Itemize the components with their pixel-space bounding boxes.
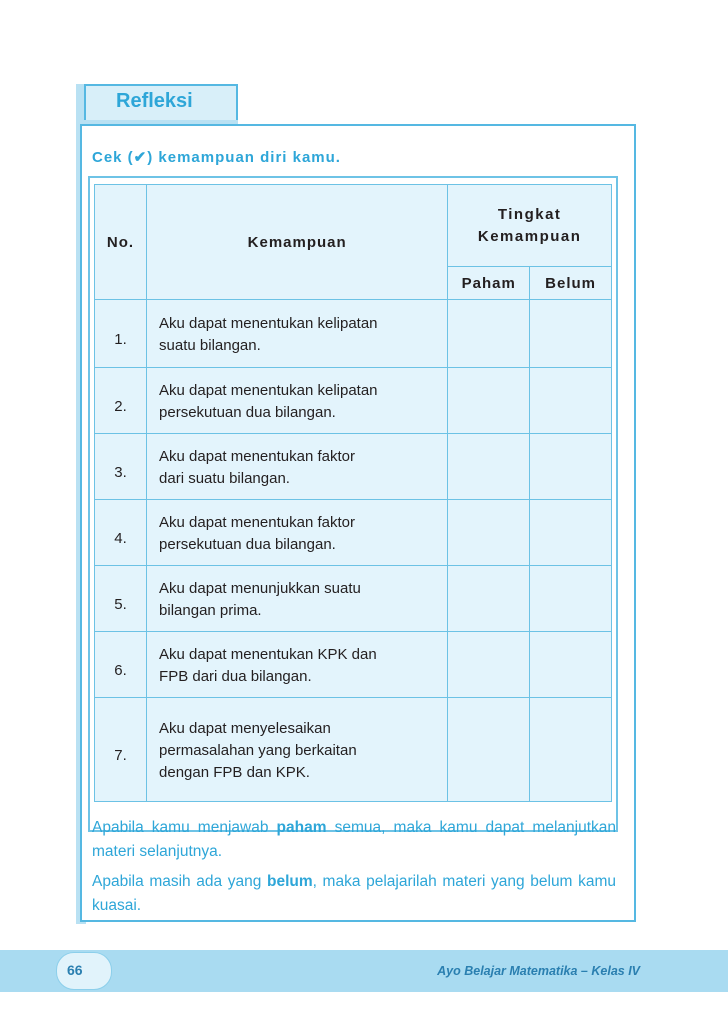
row-ability-line: Aku dapat menentukan KPK dan — [159, 645, 377, 663]
paragraph-bold: belum — [266, 873, 313, 890]
row-ability — [147, 500, 448, 566]
table-row — [95, 632, 612, 698]
table-row — [95, 434, 612, 500]
row-ability-line: Aku dapat menyelesaikan — [159, 719, 331, 737]
row-ability — [147, 300, 448, 368]
belum-checkbox-cell[interactable] — [530, 300, 612, 368]
ability-table — [94, 184, 612, 802]
belum-checkbox-cell[interactable] — [530, 632, 612, 698]
page-number-badge — [56, 952, 112, 990]
row-ability-line: Aku dapat menentukan kelipatan — [159, 381, 378, 399]
belum-checkbox-cell[interactable] — [530, 434, 612, 500]
row-ability-line: suatu bilangan. — [159, 336, 261, 354]
header-paham: Paham — [448, 267, 530, 300]
paragraph-text: semua, maka kamu dapat melanjutkan materi selanjutnya. — [92, 819, 616, 860]
header-tingkat-line1: Tingkat — [497, 206, 562, 223]
header-no: No. — [95, 185, 147, 300]
paham-checkbox-cell[interactable] — [448, 368, 530, 434]
header-belum: Belum — [530, 267, 612, 300]
paham-checkbox-cell[interactable] — [448, 500, 530, 566]
table-row — [95, 368, 612, 434]
belum-checkbox-cell[interactable] — [530, 698, 612, 802]
paragraph-text: Apabila masih ada yang — [92, 873, 267, 890]
row-number: 3. — [95, 434, 147, 500]
row-ability-line: Aku dapat menentukan faktor — [159, 513, 355, 531]
paham-checkbox-cell[interactable] — [448, 434, 530, 500]
row-ability-line: persekutuan dua bilangan. — [159, 535, 336, 553]
belum-checkbox-cell[interactable] — [530, 500, 612, 566]
row-ability-line: dari suatu bilangan. — [159, 469, 290, 487]
table-row — [95, 500, 612, 566]
row-number: 6. — [95, 632, 147, 698]
instruction-text: Cek (✔) kemampuan diri kamu. — [92, 149, 341, 166]
table-row — [95, 300, 612, 368]
paragraph-bold: paham — [276, 819, 327, 836]
paragraph-paham — [92, 816, 616, 864]
row-ability — [147, 368, 448, 434]
table-row — [95, 566, 612, 632]
row-ability — [147, 632, 448, 698]
row-ability — [147, 434, 448, 500]
row-number: 1. — [95, 300, 147, 368]
paham-checkbox-cell[interactable] — [448, 566, 530, 632]
belum-checkbox-cell[interactable] — [530, 368, 612, 434]
row-ability-line: FPB dari dua bilangan. — [159, 667, 312, 685]
row-ability-line: bilangan prima. — [159, 601, 262, 619]
header-tingkat-kemampuan — [448, 185, 612, 267]
paham-checkbox-cell[interactable] — [448, 698, 530, 802]
section-title: Refleksi — [116, 90, 193, 112]
table-row — [95, 698, 612, 802]
belum-checkbox-cell[interactable] — [530, 566, 612, 632]
row-ability — [147, 566, 448, 632]
header-tingkat-line2: Kemampuan — [477, 228, 582, 245]
header-kemampuan: Kemampuan — [147, 185, 448, 300]
row-number: 2. — [95, 368, 147, 434]
row-ability — [147, 698, 448, 802]
paragraph-text: , maka pelajarilah materi yang belum kamu kuasai. — [92, 873, 616, 914]
page-number: 66 — [67, 962, 83, 978]
row-number: 5. — [95, 566, 147, 632]
paham-checkbox-cell[interactable] — [448, 300, 530, 368]
row-ability-line: Aku dapat menentukan faktor — [159, 447, 355, 465]
paham-checkbox-cell[interactable] — [448, 632, 530, 698]
book-title: Ayo Belajar Matematika – Kelas IV — [437, 964, 640, 978]
paragraph-belum — [92, 870, 616, 918]
paragraph-text: Apabila kamu menjawab — [92, 819, 277, 836]
table-header-row — [95, 185, 612, 267]
row-number: 4. — [95, 500, 147, 566]
row-ability-line: permasalahan yang berkaitan — [159, 741, 357, 759]
row-ability-line: Aku dapat menentukan kelipatan — [159, 314, 378, 332]
row-ability-line: persekutuan dua bilangan. — [159, 403, 336, 421]
row-ability-line: Aku dapat menunjukkan suatu — [159, 579, 361, 597]
row-number: 7. — [95, 698, 147, 802]
row-ability-line: dengan FPB dan KPK. — [159, 763, 310, 781]
